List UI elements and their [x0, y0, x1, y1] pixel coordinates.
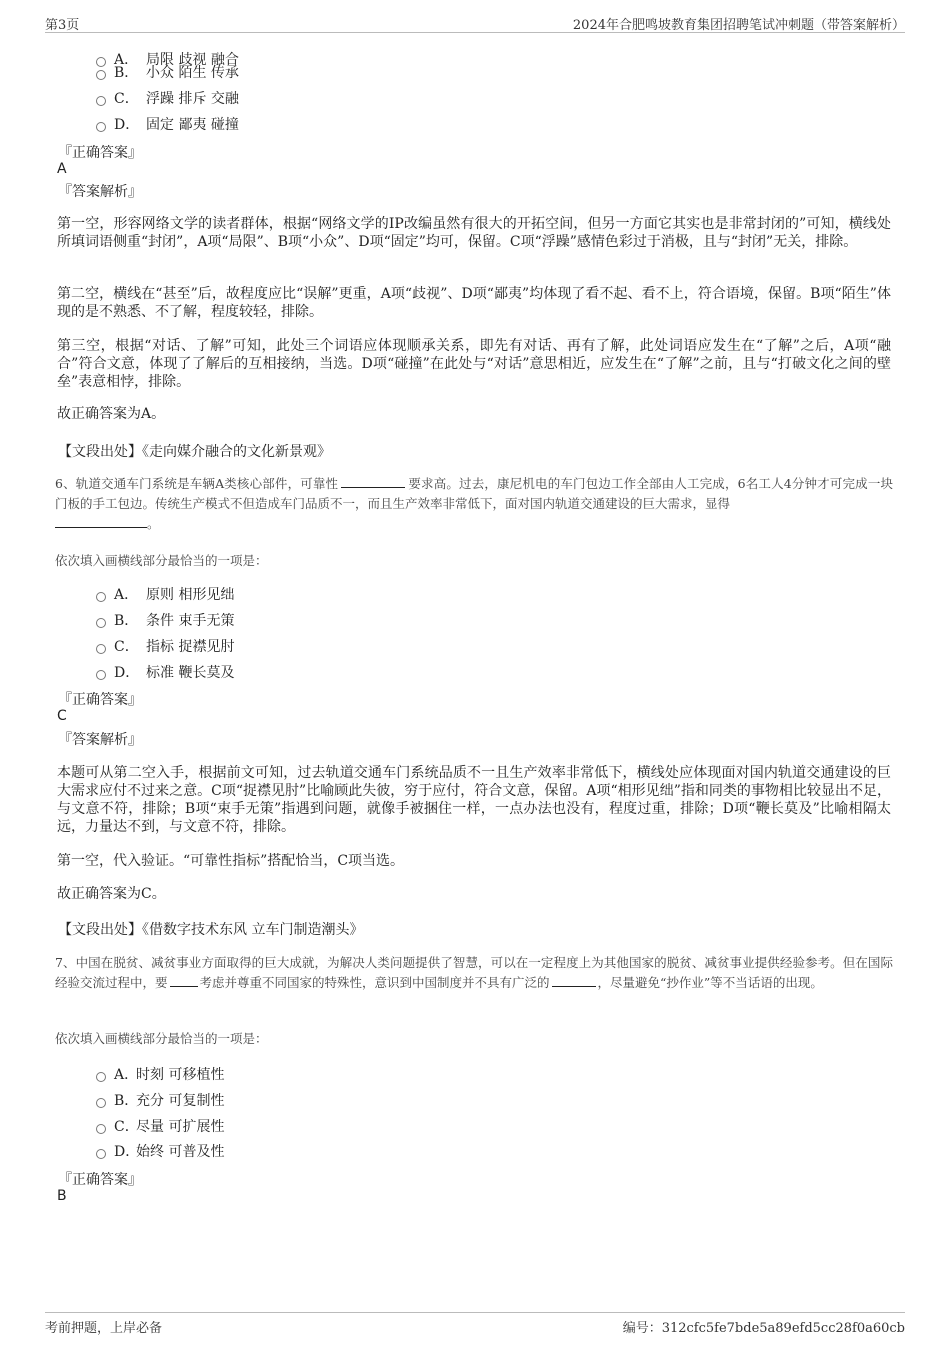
q6-option-b[interactable]: B． 条件 束手无策	[96, 610, 234, 630]
q7-answer: B	[57, 1188, 67, 1204]
q5-analysis-conclusion: 故正确答案为A。	[57, 406, 166, 422]
q5-analysis-paragraph-1: 第一空，形容网络文学的读者群体，根据“网络文学的IP改编虽然有很大的开拓空间，但另一方面它其实也是非常封闭的”可知，横线处所填词语侧重“封闭”，A项“局限”、B项“小众”、D项“固定”均可，保留。C项“浮躁”感情色彩过于消极，且与“封闭”无关，排除。	[57, 216, 891, 250]
q6-instruction: 依次填入画横线部分最恰当的一项是：	[55, 553, 268, 568]
page-footer	[45, 1312, 905, 1337]
radio-icon[interactable]	[96, 70, 106, 80]
q5-answer-heading: 『正确答案』	[58, 145, 142, 161]
radio-icon[interactable]	[96, 1072, 106, 1082]
q6-blank-1	[341, 475, 405, 488]
q6-source: 【文段出处】《借数字技术东风 立车门制造潮头》	[58, 922, 364, 938]
radio-icon[interactable]	[96, 1149, 106, 1159]
q5-analysis-paragraph-2: 第二空，横线在“甚至”后，故程度应比“误解”更重，A项“歧视”、D项“鄙夷”均体现了看不起、看不上，符合语境，保留。B项“陌生”体现的是不熟悉、不了解，程度较轻，排除。	[57, 286, 891, 320]
radio-icon[interactable]	[96, 644, 106, 654]
footer-slogan: 考前押题，上岸必备	[45, 1321, 163, 1336]
q5-analysis-heading: 『答案解析』	[58, 184, 142, 200]
q6-analysis-paragraph-2: 第一空，代入验证。“可靠性指标”搭配恰当，C项当选。	[57, 853, 405, 869]
q5-source: 【文段出处】《走向媒介融合的文化新景观》	[58, 444, 331, 460]
document-title: 2024年合肥鸣坡教育集团招聘笔试冲刺题（带答案解析）	[572, 18, 905, 33]
q5-option-d[interactable]: D． 固定 鄙夷 碰撞	[96, 114, 239, 134]
q6-answer: C	[57, 708, 67, 724]
q5-option-c[interactable]: C． 浮躁 排斥 交融	[96, 88, 239, 108]
q7-option-c[interactable]: C．尽量 可扩展性	[96, 1116, 224, 1136]
q7-blank-1	[170, 974, 198, 987]
q7-instruction: 依次填入画横线部分最恰当的一项是：	[55, 1031, 268, 1046]
q7-answer-heading: 『正确答案』	[58, 1172, 142, 1188]
q7-blank-2	[552, 974, 596, 987]
q5-analysis-paragraph-3: 第三空，根据“对话、了解”可知，此处三个词语应体现顺承关系，即先有对话、再有了解，此处词语应发生在“了解”之后，A项“融合”符合文意，体现了了解后的互相接纳，当选。D项“碰撞”在此处与“对话”意思相近，应发生在“了解”之前，且与“打破文化之间的壁垒”表意相悖，排除。	[57, 338, 891, 390]
radio-icon[interactable]	[96, 670, 106, 680]
radio-icon[interactable]	[96, 1098, 106, 1108]
page-header	[45, 12, 905, 33]
radio-icon[interactable]	[96, 592, 106, 602]
q7-option-a[interactable]: A．时刻 可移植性	[96, 1064, 224, 1084]
q6-option-c[interactable]: C． 指标 捉襟见肘	[96, 636, 234, 656]
q6-blank-2	[55, 515, 147, 528]
radio-icon[interactable]	[96, 96, 106, 106]
page-number: 第3页	[45, 18, 80, 33]
q6-analysis-conclusion: 故正确答案为C。	[57, 886, 166, 902]
q7-stem: 7、中国在脱贫、减贫事业方面取得的巨大成就，为解决人类问题提供了智慧，可以在一定程度上为其他国家的脱贫、减贫事业提供经验参考。但在国际经验交流过程中，要 考虑并尊重不同国家的特殊性，意识到中国制度并不具有广泛的 ，尽量避免“抄作业”等不当话语的出现。	[55, 955, 893, 990]
q7-option-d[interactable]: D．始终 可普及性	[96, 1141, 224, 1161]
q5-option-a[interactable]: A． 局限 歧视 融合	[96, 49, 239, 69]
q6-answer-heading: 『正确答案』	[58, 692, 142, 708]
q6-analysis-heading: 『答案解析』	[58, 732, 142, 748]
radio-icon[interactable]	[96, 122, 106, 132]
q5-option-b[interactable]: B． 小众 陌生 传承	[96, 62, 239, 82]
radio-icon[interactable]	[96, 1124, 106, 1134]
q6-option-d[interactable]: D． 标准 鞭长莫及	[96, 662, 234, 682]
q6-option-a[interactable]: A． 原则 相形见绌	[96, 584, 234, 604]
document-id: 编号：312cfc5fe7bde5a89efd5cc28f0a60cb	[622, 1321, 905, 1336]
radio-icon[interactable]	[96, 618, 106, 628]
q5-answer: A	[57, 161, 67, 177]
q6-analysis-paragraph-1: 本题可从第二空入手，根据前文可知，过去轨道交通车门系统品质不一且生产效率非常低下，横线处应体现面对国内轨道交通建设的巨大需求应付不过来之意。C项“捉襟见肘”比喻顾此失彼，穷于应付，符合文意，保留。A项“相形见绌”指和同类的事物相比较显出不足，与文意不符，排除；B项“束手无策”指遇到问题，就像手被捆住一样，一点办法也没有，程度过重，排除；D项“鞭长莫及”比喻相隔太远，力量达不到，与文意不符，排除。	[57, 765, 891, 835]
q7-option-b[interactable]: B．充分 可复制性	[96, 1090, 224, 1110]
q6-stem: 6、轨道交通车门系统是车辆A类核心部件，可靠性 要求高。过去，康尼机电的车门包边工作全部由人工完成，6名工人4分钟才可完成一块门板的手工包边。传统生产模式不但造成车门品质不一，而且生产效率非常低下，面对国内轨道交通建设的巨大需求，显得 。	[55, 476, 893, 531]
